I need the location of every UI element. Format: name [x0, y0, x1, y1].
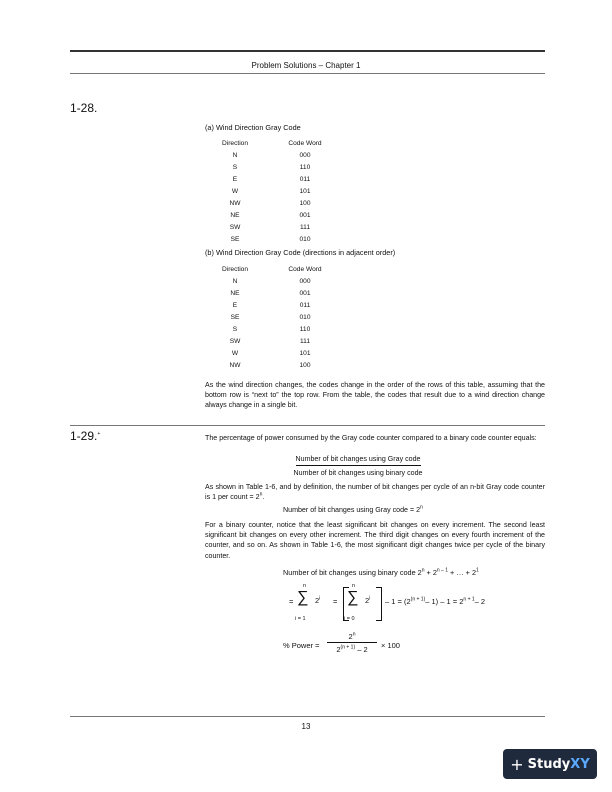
para2-text: As shown in Table 1-6, and by definition, the number of bit changes per cycle of an n-bit Gray code counter is 1 per count = 2	[205, 483, 545, 502]
page-header-title: Problem Solutions – Chapter 1	[251, 61, 361, 70]
cell-direction: N	[232, 152, 238, 160]
binary-sup-3: 1	[476, 567, 479, 574]
sigma-icon: ∑	[347, 589, 359, 606]
column-header-direction: Direction	[221, 266, 249, 274]
binary-counter-paragraph: For a binary counter, notice that the least significant bit changes on every increment. The second least significant bit changes on every other increment. The third digit changes on every fourth increment of the counter, and so on. As shown in Table 1-6, the most significant digit changes twice per cycle of the binary counter.	[205, 521, 545, 560]
sum-tail-3: – 2	[474, 597, 486, 606]
binary-sup-2: n – 1	[436, 567, 449, 574]
power-num-base: 2	[348, 632, 353, 641]
column-header-code-word: Code Word	[288, 266, 322, 274]
page-number: 13	[301, 722, 311, 731]
sum-tail-superscript: (n + 1)	[410, 596, 426, 603]
intro-paragraph: The percentage of power consumed by the Gray code counter compared to a binary code counter equals:	[205, 434, 537, 442]
cell-code-word: 001	[299, 290, 311, 298]
sum-2-upper-limit: n	[352, 583, 356, 589]
cell-code-word: 100	[299, 361, 311, 369]
cell-direction: NW	[229, 199, 241, 207]
sum-term-superscript: i	[369, 595, 371, 602]
binary-changes-line	[283, 568, 479, 577]
problem-number-1-29	[70, 429, 100, 443]
cell-code-word: 101	[299, 188, 311, 195]
column-header-code-word: Code Word	[288, 140, 322, 148]
problem-number-text: 1-29.	[70, 429, 98, 443]
cell-direction: S	[232, 164, 238, 172]
table-a-title: (a) Wind Direction Gray Code	[205, 123, 301, 132]
cell-direction: W	[231, 349, 239, 357]
binary-line-mid: + 2	[424, 568, 437, 577]
cell-code-word: 101	[299, 349, 311, 357]
right-bracket	[376, 587, 382, 621]
cell-code-word: 111	[299, 337, 311, 345]
gray-changes-line	[283, 506, 423, 514]
binary-sup-1: n	[421, 567, 425, 574]
sum-1-term	[315, 596, 320, 605]
cell-direction: SE	[230, 314, 240, 321]
table-b-title: (b) Wind Direction Gray Code (directions in adjacent order)	[205, 248, 396, 257]
binary-line-text: Number of bit changes using binary code 2	[283, 568, 422, 577]
cell-direction: E	[232, 302, 238, 310]
sum-2-lower-limit: i = 0	[344, 616, 355, 622]
section-rule	[70, 425, 545, 426]
cell-code-word: 111	[299, 223, 311, 231]
wind-direction-paragraph: As the wind direction changes, the codes change in the order of the rows of this table, assuming that the bottom row is “next to” the top row. From the table, the codes that result due to a wind direction change always change in a single bit.	[205, 381, 545, 410]
power-denominator	[327, 643, 377, 654]
gray-definition-paragraph	[205, 482, 545, 502]
table-row	[205, 209, 345, 221]
plus-icon: +	[510, 754, 524, 774]
equals-sign: =	[289, 597, 294, 606]
sum-tail-2-superscript: n + 1	[463, 596, 475, 603]
cell-code-word: 011	[299, 302, 311, 310]
table-row	[205, 233, 345, 245]
table-row	[205, 186, 345, 198]
table-row	[205, 347, 345, 359]
ratio-fraction	[278, 455, 438, 477]
equals-sign: =	[333, 597, 338, 606]
para2-superscript: n	[259, 491, 263, 498]
table-row	[205, 276, 345, 288]
power-numerator	[327, 632, 377, 643]
footer-rule	[70, 716, 545, 717]
power-num-superscript: n	[352, 631, 356, 638]
cell-code-word: 110	[299, 325, 311, 333]
cell-code-word: 001	[299, 211, 311, 219]
cell-direction: SW	[229, 223, 241, 231]
table-row	[205, 221, 345, 233]
table-header-row	[205, 138, 345, 150]
power-den-base: 2	[336, 645, 341, 654]
logo-study: Study	[527, 756, 571, 772]
cell-direction: N	[232, 278, 238, 286]
power-den-superscript: (n + 1)	[340, 644, 356, 651]
cell-direction: NE	[230, 211, 240, 219]
sum-1-upper-limit: n	[303, 583, 307, 589]
table-a	[205, 138, 345, 245]
fraction-denominator: Number of bit changes using binary code	[293, 469, 423, 477]
table-header-row	[205, 264, 345, 276]
sigma-icon: ∑	[297, 589, 309, 606]
sum-term-superscript: i	[319, 595, 321, 602]
gray-line-superscript: n	[420, 504, 423, 511]
summation-equation	[283, 583, 553, 625]
table-row	[205, 197, 345, 209]
power-equation	[283, 632, 483, 662]
cell-code-word: 000	[299, 152, 311, 160]
table-row	[205, 359, 345, 371]
column-header-direction: Direction	[221, 140, 249, 148]
cell-code-word: 100	[299, 199, 311, 207]
sum-tail: – 1 = (2	[385, 597, 411, 606]
table-row	[205, 150, 345, 162]
cell-direction: S	[232, 325, 238, 333]
problem-number-superscript: +	[97, 431, 101, 437]
para2-end: .	[262, 493, 265, 502]
power-den-end: – 2	[355, 645, 368, 654]
cell-code-word: 010	[299, 235, 311, 243]
cell-code-word: 000	[299, 278, 311, 286]
fraction-numerator: Number of bit changes using Gray code	[296, 455, 421, 466]
table-row	[205, 288, 345, 300]
cell-direction: SW	[229, 337, 241, 345]
table-row	[205, 162, 345, 174]
power-times-100: × 100	[381, 641, 400, 650]
header-rule	[70, 73, 545, 74]
sum-2-term	[365, 596, 370, 605]
sum-result	[385, 597, 485, 606]
table-row	[205, 323, 345, 335]
table-row	[205, 174, 345, 186]
logo-xy: XY	[570, 756, 590, 772]
cell-direction: W	[231, 188, 239, 195]
sum-term-base: 2	[365, 596, 370, 605]
binary-line-end: + … + 2	[448, 568, 477, 577]
table-row	[205, 300, 345, 312]
table-row	[205, 335, 345, 347]
top-rule	[70, 50, 545, 52]
cell-code-word: 010	[299, 314, 311, 321]
cell-direction: NW	[229, 361, 241, 369]
table-b	[205, 264, 345, 371]
logo-text	[528, 757, 590, 772]
power-label: % Power =	[283, 641, 320, 650]
problem-number-1-28: 1-28.	[70, 101, 98, 115]
power-fraction	[327, 632, 377, 654]
cell-direction: NE	[230, 290, 240, 298]
cell-code-word: 011	[299, 176, 311, 184]
cell-code-word: 110	[299, 164, 311, 172]
sum-tail-2: – 1) – 1 = 2	[425, 597, 464, 606]
table-row	[205, 312, 345, 324]
studyxy-logo	[503, 749, 597, 779]
cell-direction: SE	[230, 235, 240, 243]
sum-1-lower-limit: i = 1	[295, 616, 306, 622]
gray-line-text: Number of bit changes using Gray code = 2	[283, 506, 421, 514]
sum-term-base: 2	[315, 596, 320, 605]
cell-direction: E	[232, 176, 238, 184]
